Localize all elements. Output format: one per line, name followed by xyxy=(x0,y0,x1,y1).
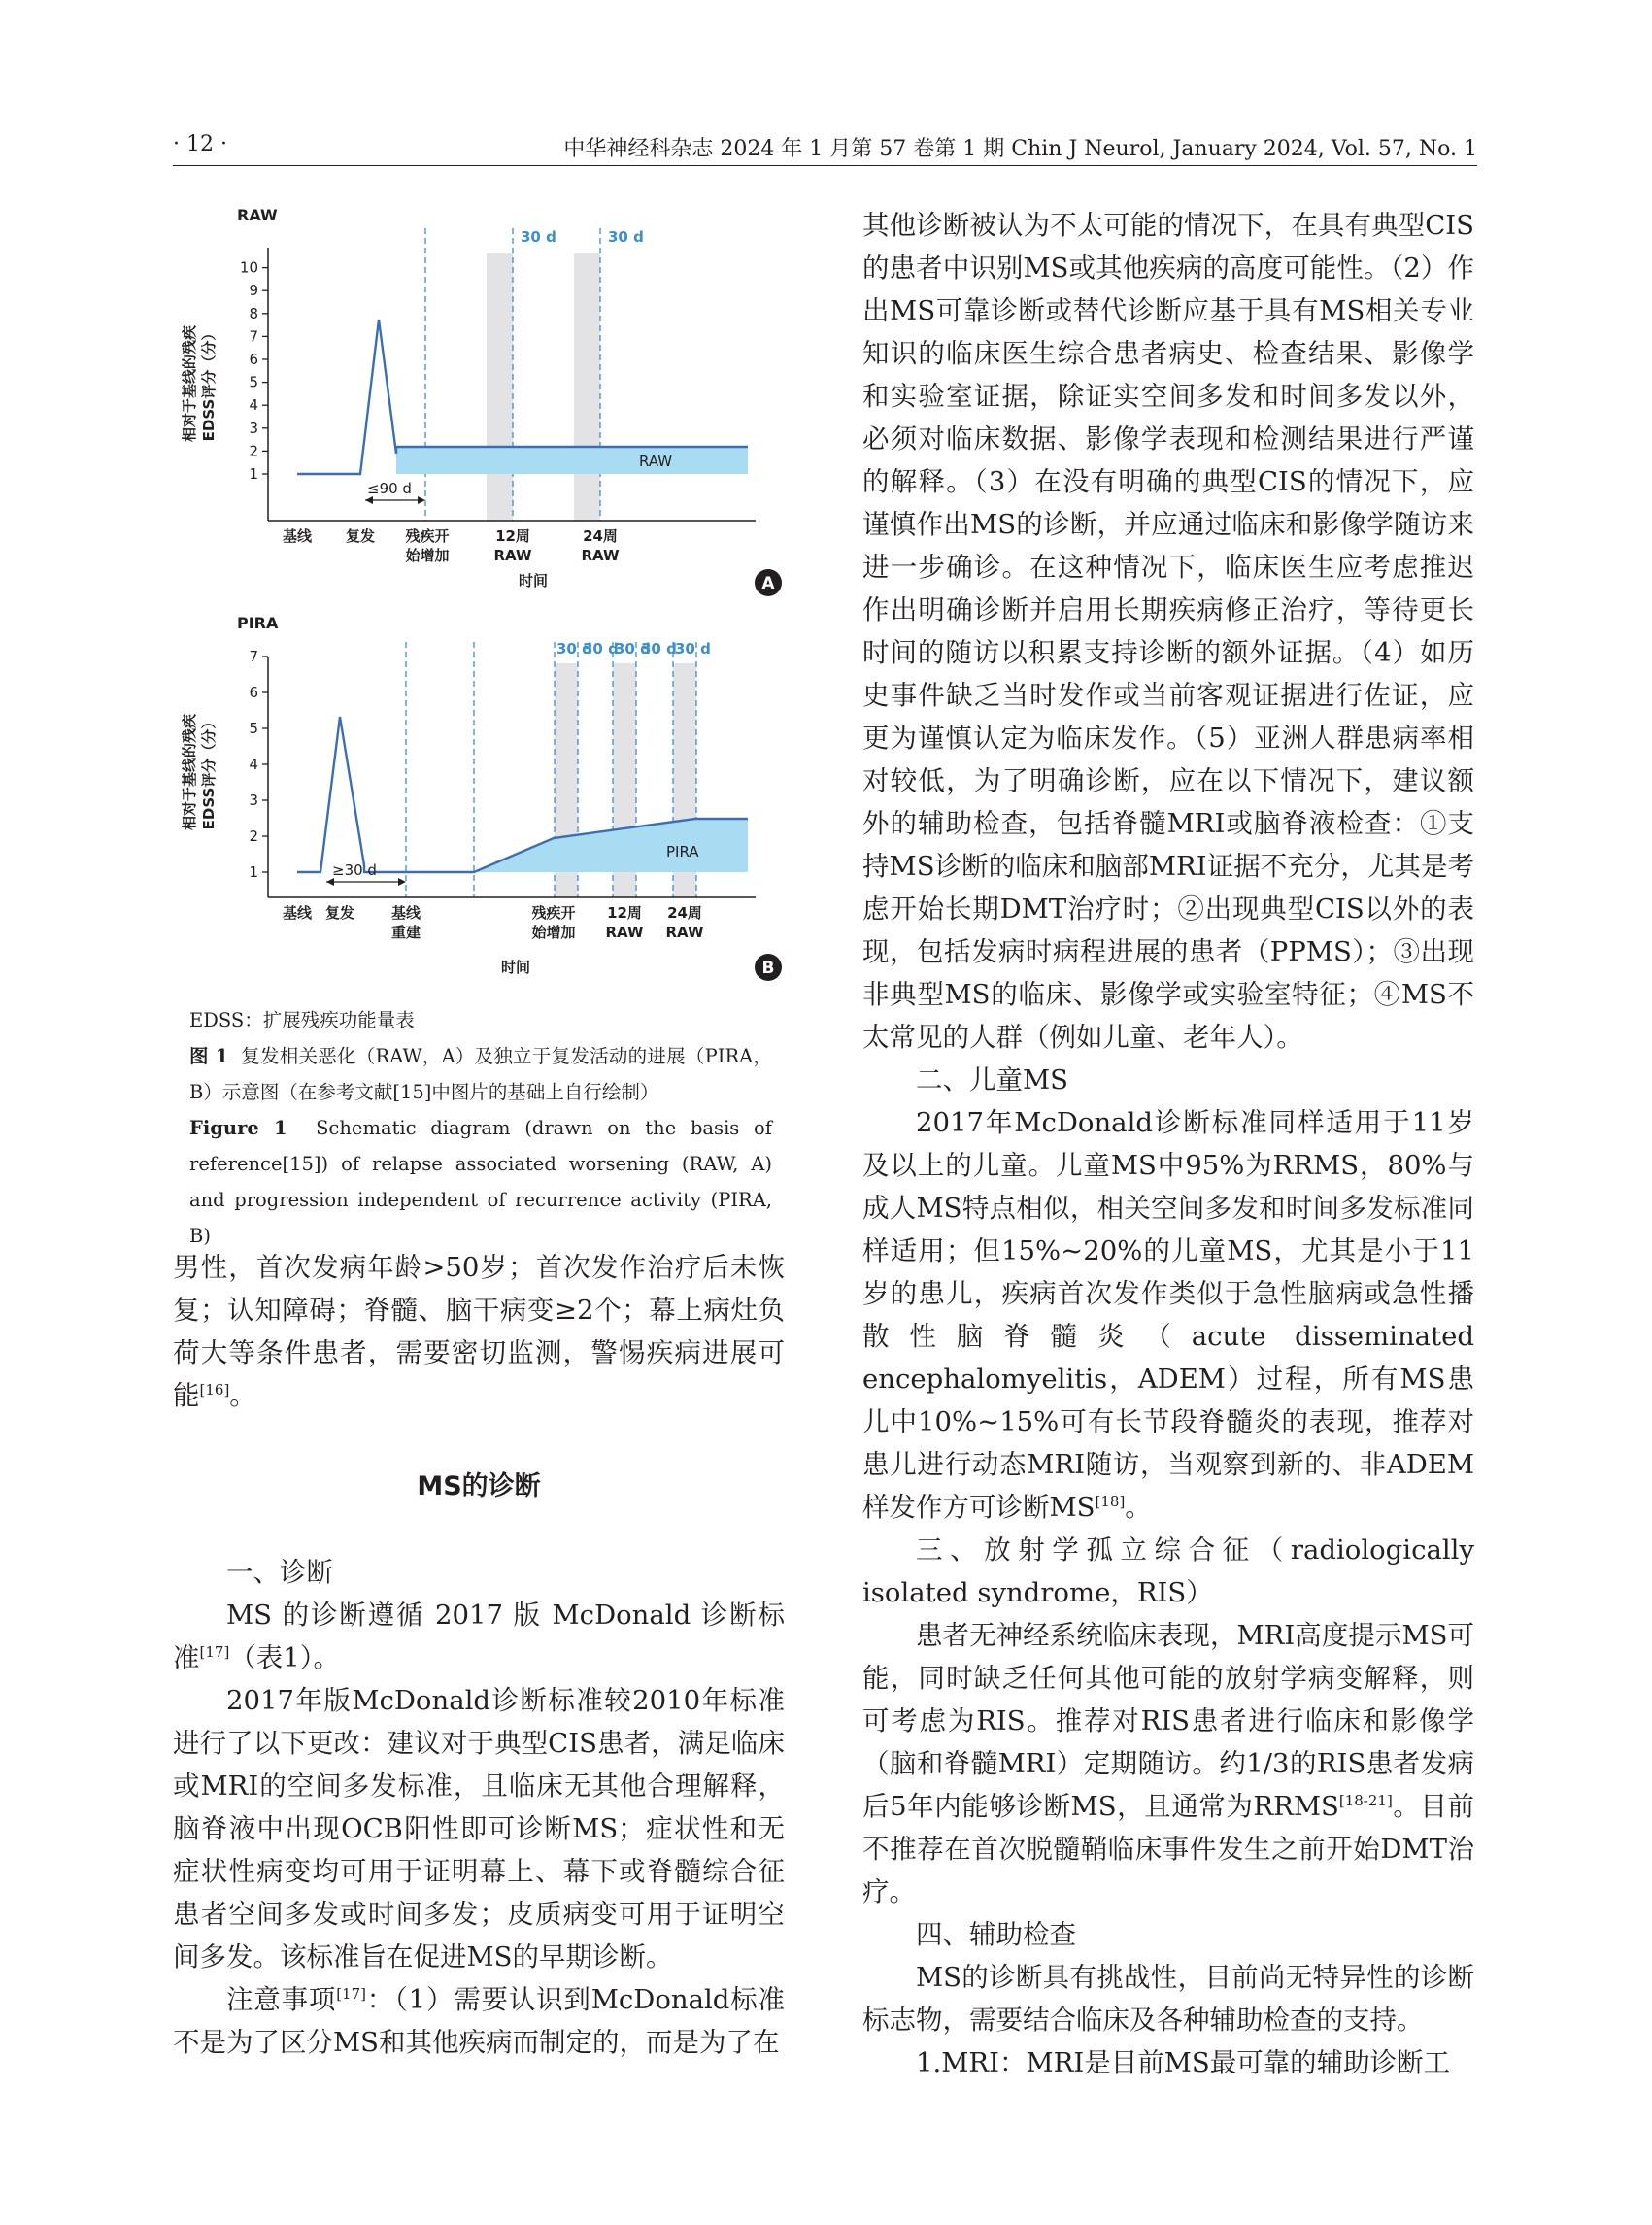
panel-b-y-ticks xyxy=(249,648,268,881)
y-tick-label: 3 xyxy=(249,792,258,809)
panel-a-interval-2: 30 d xyxy=(608,228,644,246)
panel-a-ylabel-1: 相对于基线的残疾 xyxy=(181,324,198,443)
panel-a xyxy=(181,206,782,596)
panel-a-window-label: ≤90 d xyxy=(367,480,412,497)
right-paragraph-3 xyxy=(862,1614,1474,1913)
panel-b-x-labels xyxy=(283,904,704,941)
panel-b-window-label: ≥30 d xyxy=(332,861,377,879)
left-p2-end: （表1）。 xyxy=(229,1642,341,1673)
panel-a-arrow-left-icon xyxy=(365,496,373,504)
y-tick-label: 2 xyxy=(249,442,258,460)
x-axis-label: RAW xyxy=(493,547,532,564)
x-axis-label: 始增加 xyxy=(531,924,576,941)
caption-cn-text: 复发相关恶化（RAW，A）及独立于复发活动的进展（PIRA，B）示意图（在参考文献[15]中图片的基础上自行绘制） xyxy=(189,1045,773,1103)
right-p2-text: 2017年McDonald诊断标准同样适用于11岁及以上的儿童。儿童MS中95%为RRMS，80%与成人MS特点相似，相关空间多发和时间多发标准同样适用；但15%~20%的儿童MS，尤其是小于11岁的患儿，疾病首次发作类似于急性脑病或急性播散性脑脊髓炎（acute disseminated encephalomyelitis，ADEM）过程，所有MS患儿中10%~15%可有长节段脊髓炎的表现，推荐对患儿进行动态MRI随访，当观察到新的、非ADEM样发作方可诊断MS xyxy=(862,1107,1474,1523)
panel-b-interval-labels xyxy=(556,640,711,657)
panel-b-band-label: PIRA xyxy=(666,843,699,860)
interval-label: 30 d xyxy=(556,640,592,657)
panel-a-interval-1: 30 d xyxy=(521,228,556,246)
panel-a-raw-band xyxy=(396,447,748,474)
right-p3-end: 。目前不推荐在首次脱髓鞘临床事件发生之前开始DMT治疗。 xyxy=(862,1791,1474,1907)
x-axis-label: 12周 xyxy=(607,904,642,922)
caption-en-text: Schematic diagram (drawn on the basis of reference[15]) of relapse associated worsening (RAW, A) and progression independent of recurrence activity (PIRA, B) xyxy=(189,1117,772,1247)
right-p2-end: 。 xyxy=(1125,1492,1152,1523)
y-tick-label: 6 xyxy=(249,351,258,368)
right-p3-text: 患者无神经系统临床表现，MRI高度提示MS可能，同时缺乏任何其他可能的放射学病变解释，则可考虑为RIS。推荐对RIS患者进行临床和影像学（脑和脊髓MRI）定期随访。约1/3的RIS患者发病后5年内能够诊断MS，且通常为RRMS xyxy=(862,1620,1474,1822)
y-tick-label: 1 xyxy=(249,465,258,483)
left-column xyxy=(173,1246,785,2064)
x-axis-label: 重建 xyxy=(390,924,421,941)
right-p3-citation: [18-21] xyxy=(1338,1791,1393,1809)
heading-ris: 三、放射学孤立综合征（radiologically isolated syndrome，RIS） xyxy=(862,1534,1474,1608)
right-paragraph-2 xyxy=(862,1101,1474,1529)
x-axis-label: 12周 xyxy=(495,527,530,545)
caption-english xyxy=(189,1110,772,1254)
caption-en-label: Figure 1 xyxy=(189,1117,287,1139)
panel-b-letter: B xyxy=(761,959,775,978)
x-axis-label: 复发 xyxy=(324,904,355,922)
panel-a-letter: A xyxy=(761,574,775,593)
x-axis-label: 24周 xyxy=(583,527,618,545)
running-header xyxy=(173,132,1477,166)
right-paragraph-4: MS的诊断具有挑战性，目前尚无特异性的诊断标志物，需要结合临床及各种辅助检查的支持。 xyxy=(862,1962,1474,2036)
panel-b-xaxis-title: 时间 xyxy=(501,959,531,976)
panel-b-ylabel-1: 相对于基线的残疾 xyxy=(181,713,198,831)
x-axis-label: 24周 xyxy=(667,904,702,922)
left-p4-text: ：（1）需要认识到McDonald标准不是为了区分MS和其他疾病而制定的，而是为了在 xyxy=(173,1984,786,2058)
left-paragraph-3: 2017年版McDonald诊断标准较2010年标准进行了以下更改：建议对于典型CIS患者，满足临床或MRI的空间多发标准，且临床无其他合理解释，脑脊液中出现OCB阳性即可诊断MS；症状性和无症状性病变均可用于证明幕上、幕下或脊髓综合征患者空间多发或时间多发；皮质病变可用于证明空间多发。该标准旨在促进MS的早期诊断。 xyxy=(173,1685,785,1972)
panel-a-ylabel-2: EDSS评分（分） xyxy=(200,325,218,442)
panel-a-y-ticks xyxy=(240,259,268,483)
figure-caption xyxy=(189,1002,772,1254)
right-p2-citation: [18] xyxy=(1095,1492,1126,1510)
y-tick-label: 5 xyxy=(249,720,258,737)
left-p1-citation: [16] xyxy=(199,1380,230,1399)
heading-pediatric-ms: 二、儿童MS xyxy=(916,1064,1068,1096)
panel-a-x-labels xyxy=(283,527,620,564)
figure-1 xyxy=(173,199,794,1015)
x-axis-label: 基线 xyxy=(282,904,313,922)
right-paragraph-1: 其他诊断被认为不太可能的情况下，在具有典型CIS的患者中识别MS或其他疾病的高度可能性。（2）作出MS可靠诊断或替代诊断应基于具有MS相关专业知识的临床医生综合患者病史、检查结果、影像学和实验室证据，除证实空间多发和时间多发以外，必须对临床数据、影像学表现和检测结果进行严谨的解释。（3）在没有明确的典型CIS的情况下，应谨慎作出MS的诊断，并应通过临床和影像学随访来进一步确诊。在这种情况下，临床医生应考虑推迟作出明确诊断并启用长期疾病修正治疗，等待更长时间的随访以积累支持诊断的额外证据。（4）如历史事件缺乏当时发作或当前客观证据进行佐证，应更为谨慎认定为临床发作。（5）亚洲人群患病率相对较低，为了明确诊断，应在以下情况下，建议额外的辅助检查，包括脊髓MRI或脑脊液检查：①支持MS诊断的临床和脑部MRI证据不充分，尤其是考虑开始长期DMT治疗时；②出现典型CIS以外的表现，包括发病时病程进展的患者（PPMS）；③出现非典型MS的临床、影像学或实验室特征；④MS不太常见的人群（例如儿童、老年人）。 xyxy=(862,210,1474,1053)
interval-label: 30 d xyxy=(675,640,711,657)
left-p1-end: 。 xyxy=(229,1380,256,1411)
y-tick-label: 2 xyxy=(249,827,258,845)
left-paragraph-4 xyxy=(173,1978,785,2064)
x-axis-label: RAW xyxy=(665,924,704,941)
panel-b-arrow-right-icon xyxy=(398,878,406,886)
y-tick-label: 5 xyxy=(249,373,258,391)
x-axis-label: 残疾开 xyxy=(531,904,576,922)
x-axis-label: 基线 xyxy=(390,904,421,922)
x-axis-label: RAW xyxy=(581,547,620,564)
left-p2-citation: [17] xyxy=(199,1642,230,1661)
left-paragraph-2 xyxy=(173,1594,785,1679)
left-p1-text: 男性，首次发病年龄>50岁；首次发作治疗后未恢复；认知障碍；脊髓、脑干病变≥2个；幕上病灶负荷大等条件患者，需要密切监测，警惕疾病进展可能 xyxy=(173,1252,785,1411)
left-paragraph-1 xyxy=(173,1246,785,1417)
right-column xyxy=(862,204,1474,2084)
panel-b-arrow-left-icon xyxy=(326,878,334,886)
y-tick-label: 1 xyxy=(249,863,258,881)
heading-diagnosis: 一、诊断 xyxy=(226,1557,333,1588)
caption-abbreviation: EDSS：扩展残疾功能量表 xyxy=(189,1009,415,1031)
panel-b xyxy=(181,614,782,981)
y-tick-label: 4 xyxy=(249,396,258,415)
panel-b-ylabel-2: EDSS评分（分） xyxy=(200,714,218,830)
x-axis-label: 始增加 xyxy=(405,547,450,564)
y-tick-label: 4 xyxy=(249,756,258,773)
interval-label: 30 d xyxy=(583,640,619,657)
interval-label: 30 d xyxy=(615,640,651,657)
left-p2-text: MS 的诊断遵循 2017 版 McDonald 诊断标准 xyxy=(173,1600,785,1673)
y-tick-label: 7 xyxy=(249,648,258,665)
section-title: MS的诊断 xyxy=(417,1471,541,1501)
caption-cn-label: 图 1 xyxy=(189,1045,229,1067)
left-p4-lead: 注意事项 xyxy=(226,1984,337,2015)
panel-a-title: RAW xyxy=(237,206,278,224)
y-tick-label: 9 xyxy=(249,282,258,300)
panel-a-band-label: RAW xyxy=(639,453,673,470)
y-tick-label: 7 xyxy=(249,327,258,346)
x-axis-label: 基线 xyxy=(282,527,313,545)
panel-b-pira-area xyxy=(474,819,748,872)
interval-label: 30 d xyxy=(641,640,677,657)
panel-a-arrow-right-icon xyxy=(418,496,425,504)
y-tick-label: 3 xyxy=(249,419,258,437)
left-p4-citation: [17] xyxy=(336,1984,366,2003)
x-axis-label: 残疾开 xyxy=(405,527,450,545)
y-tick-label: 8 xyxy=(249,304,258,322)
panel-a-window-12wk xyxy=(487,253,513,521)
figure-1-svg xyxy=(173,199,794,1015)
x-axis-label: RAW xyxy=(605,924,644,941)
page-number: · 12 · xyxy=(173,132,227,156)
panel-a-xaxis-title: 时间 xyxy=(519,572,549,590)
panel-b-title: PIRA xyxy=(237,614,279,632)
heading-auxiliary-exam: 四、辅助检查 xyxy=(916,1919,1076,1950)
caption-chinese xyxy=(189,1038,772,1110)
right-paragraph-5: 1.MRI：MRI是目前MS最可靠的辅助诊断工 xyxy=(916,2047,1451,2078)
y-tick-label: 10 xyxy=(239,258,258,277)
panel-a-window-24wk xyxy=(574,253,600,521)
journal-citation: 中华神经科杂志 2024 年 1 月第 57 卷第 1 期 Chin J Neurol, January 2024, Vol. 57, No. 1 xyxy=(563,137,1477,161)
x-axis-label: 复发 xyxy=(345,527,376,545)
y-tick-label: 6 xyxy=(249,684,258,701)
